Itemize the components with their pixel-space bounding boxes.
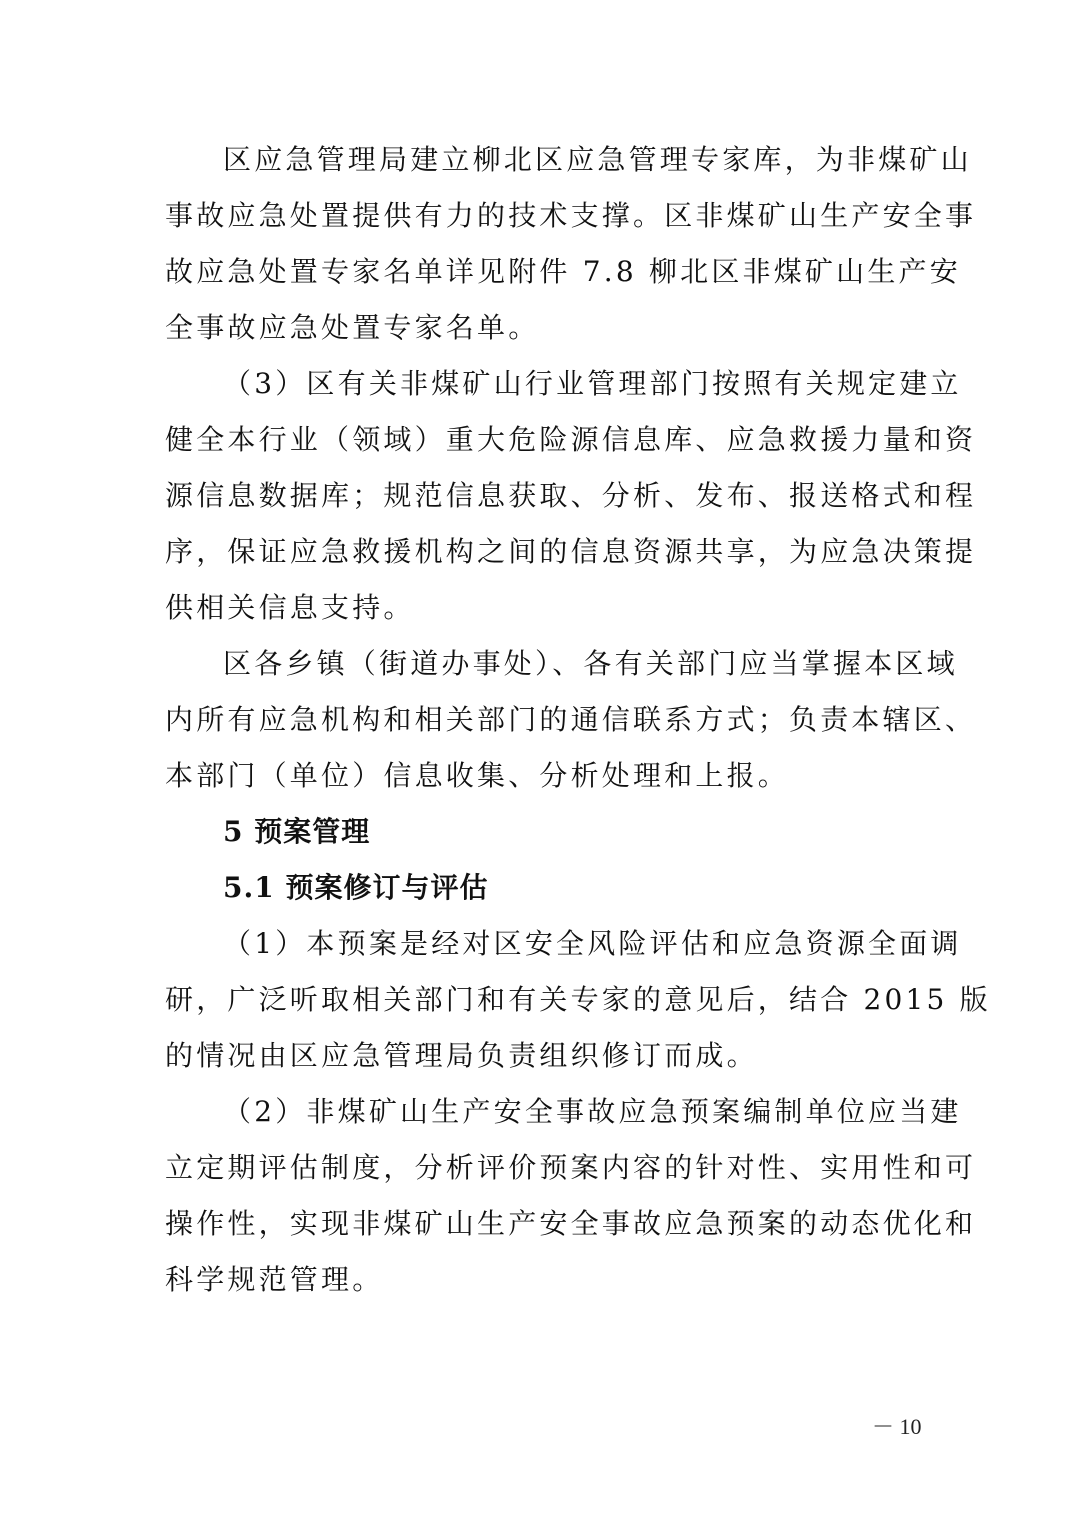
text-line-19: 立定期评估制度，分析评价预案内容的针对性、实用性和可 (165, 1151, 977, 1184)
text-line-8: 序，保证应急救援机构之间的信息资源共享，为应急决策提 (165, 535, 977, 568)
text-line-3: 故应急处置专家名单详见附件 7.8 柳北区非煤矿山生产安 (165, 255, 961, 288)
text-line-2: 事故应急处置提供有力的技术支撑。区非煤矿山生产安全事 (165, 199, 977, 232)
text-line-6: 健全本行业（领域）重大危险源信息库、应急救援力量和资 (165, 423, 977, 456)
text-line-11: 内所有应急机构和相关部门的通信联系方式；负责本辖区、 (165, 703, 977, 736)
text-line-5: （3）区有关非煤矿山行业管理部门按照有关规定建立 (223, 367, 962, 400)
text-line-1: 区应急管理局建立柳北区应急管理专家库，为非煤矿山 (223, 143, 972, 176)
text-line-17: 的情况由区应急管理局负责组织修订而成。 (165, 1039, 758, 1072)
text-line-16: 研，广泛听取相关部门和有关专家的意见后，结合 2015 版 (165, 983, 991, 1016)
document-body (165, 132, 991, 1308)
text-line-21: 科学规范管理。 (165, 1263, 384, 1296)
text-line-18: （2）非煤矿山生产安全事故应急预案编制单位应当建 (223, 1095, 962, 1128)
page-number: － 10 (872, 1414, 922, 1439)
text-line-20: 操作性，实现非煤矿山生产安全事故应急预案的动态优化和 (165, 1207, 977, 1240)
text-line-4: 全事故应急处置专家名单。 (165, 311, 540, 344)
subsection-heading: 5.1 预案修订与评估 (223, 871, 489, 904)
text-line-12: 本部门（单位）信息收集、分析处理和上报。 (165, 759, 790, 792)
text-line-15: （1）本预案是经对区安全风险评估和应急资源全面调 (223, 927, 962, 960)
text-line-10: 区各乡镇（街道办事处）、各有关部门应当掌握本区域 (223, 647, 958, 680)
text-line-9: 供相关信息支持。 (165, 591, 415, 624)
section-heading: 5 预案管理 (223, 815, 371, 848)
text-line-7: 源信息数据库；规范信息获取、分析、发布、报送格式和程 (165, 479, 977, 512)
